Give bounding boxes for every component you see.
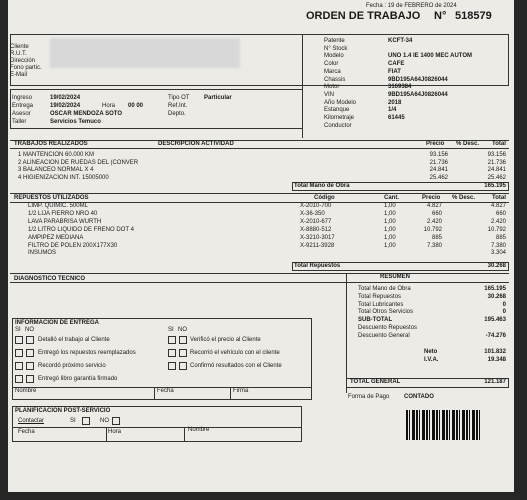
delivery-firma-label: Firma bbox=[233, 388, 249, 394]
ingreso-value: 19/02/2024 bbox=[50, 95, 81, 101]
payment-value: CONTADO bbox=[404, 394, 434, 400]
delivery-si-checkbox[interactable] bbox=[168, 336, 176, 344]
client-field-label: Dirección bbox=[10, 58, 36, 64]
summary-label: Total Otros Servicios bbox=[358, 309, 414, 316]
summary-value: -74.276 bbox=[485, 332, 506, 339]
post-service-header: PLANIFICACION POST-SERVICIO bbox=[15, 408, 111, 414]
part-code: X-3210-3017 bbox=[300, 234, 335, 241]
vehicle-field-value: 9BD195A64J0826044 bbox=[388, 76, 448, 83]
redacted-client-info bbox=[50, 38, 240, 68]
part-description: 1/2 LITRO LIQUIDO DE FRENO DOT 4 bbox=[28, 226, 134, 233]
job-description: 4 HIGIENIZACION INT. 15005000 bbox=[18, 174, 109, 181]
contactar-si-label: SI bbox=[70, 418, 76, 424]
payment-label: Forma de Pago bbox=[348, 394, 390, 400]
job-total: 24.841 bbox=[487, 167, 506, 174]
iva-value: 19.348 bbox=[487, 357, 506, 363]
parts-total-label: Total Repuestos bbox=[294, 263, 341, 269]
tipo-ot-value: Particular bbox=[204, 95, 232, 101]
right-no-label: NO bbox=[178, 327, 187, 333]
delivery-check-label: Recordó próximo servicio bbox=[38, 363, 106, 369]
job-description: 2 ALINEACION DE RUEDAS DEL (CONVER bbox=[18, 159, 139, 166]
divider bbox=[12, 427, 302, 428]
vehicle-field-label: Kilometraje bbox=[324, 115, 355, 121]
delivery-si-checkbox[interactable] bbox=[15, 349, 23, 357]
parts-qty-header: Cant. bbox=[384, 195, 399, 201]
post-hora-label: Hora bbox=[108, 429, 122, 435]
part-code: X-36-350 bbox=[300, 210, 325, 217]
order-number: 518579 bbox=[455, 10, 492, 22]
summary-value: 165.195 bbox=[484, 286, 506, 292]
parts-header: REPUESTOS UTILIZADOS bbox=[14, 195, 89, 201]
part-total: 2.420 bbox=[490, 218, 506, 225]
work-order-document bbox=[8, 0, 514, 492]
taller-value: Servicios Temuco bbox=[50, 119, 101, 125]
ingreso-label: Ingreso bbox=[12, 95, 33, 101]
job-total: 21.736 bbox=[487, 159, 506, 166]
vehicle-field-value: CAFE bbox=[388, 61, 405, 68]
jobs-disc-header: % Desc. bbox=[456, 141, 480, 147]
part-price: 660 bbox=[431, 210, 442, 217]
post-fecha-label: Fecha bbox=[18, 429, 35, 435]
diagnostic-header: DIAGNOSTICO TECNICO bbox=[14, 276, 86, 282]
hora-value: 00 00 bbox=[128, 103, 144, 109]
vehicle-field-label: N° Stock bbox=[324, 45, 348, 52]
contactar-si-checkbox[interactable] bbox=[82, 417, 90, 425]
part-price: 885 bbox=[431, 234, 442, 241]
parts-disc-header: % Desc. bbox=[452, 195, 476, 201]
part-total: 660 bbox=[495, 210, 506, 217]
part-total: 3.304 bbox=[490, 250, 506, 257]
jobs-total-label: Total Mano de Obra bbox=[294, 183, 350, 189]
divider bbox=[184, 427, 185, 442]
delivery-no-checkbox[interactable] bbox=[26, 375, 34, 383]
part-description: 1/2 LIJA FIERRO NRO 40 bbox=[28, 210, 98, 217]
vehicle-field-label: Conductor bbox=[324, 122, 352, 129]
left-si-label: SI bbox=[15, 327, 21, 333]
part-total: 7.380 bbox=[490, 242, 506, 249]
part-description: FILTRO DE POLEN 200X177X30 bbox=[28, 242, 118, 249]
neto-label: Neto bbox=[424, 349, 438, 355]
delivery-si-checkbox[interactable] bbox=[15, 375, 23, 383]
iva-label: I.V.A. bbox=[424, 357, 439, 363]
delivery-no-checkbox[interactable] bbox=[26, 349, 34, 357]
jobs-header: TRABAJOS REALIZADOS bbox=[14, 141, 88, 147]
summary-label: Total Repuestos bbox=[358, 293, 402, 300]
grand-total-value: 121.187 bbox=[484, 379, 506, 385]
part-quantity: 1,00 bbox=[384, 242, 396, 249]
part-description: INSUMOS bbox=[28, 250, 57, 257]
part-description: AMPIPEZ MEDIANA bbox=[28, 234, 84, 241]
jobs-total-value: 165.195 bbox=[484, 183, 506, 189]
job-price: 21.736 bbox=[429, 159, 448, 166]
vehicle-field-label: Chassis bbox=[324, 76, 346, 83]
contactar-no-checkbox[interactable] bbox=[112, 417, 120, 425]
grand-total-label: TOTAL GENERAL bbox=[350, 379, 401, 385]
neto-value: 101.832 bbox=[484, 349, 506, 355]
part-quantity: 1,00 bbox=[384, 203, 396, 209]
summary-value: 0 bbox=[502, 309, 506, 316]
delivery-si-checkbox[interactable] bbox=[168, 349, 176, 357]
jobs-desc-header: DESCRIPCION ACTIVIDAD bbox=[158, 141, 234, 147]
parts-total-value: 30.268 bbox=[487, 263, 506, 269]
delivery-header: INFORMACION DE ENTREGA bbox=[15, 320, 99, 326]
summary-label: Descuento General bbox=[358, 332, 410, 339]
summary-label: Total Lubricantes bbox=[358, 301, 404, 308]
delivery-nombre-label: Nombre bbox=[15, 388, 37, 394]
asesor-label: Asesor bbox=[12, 111, 31, 117]
part-price: 7.380 bbox=[426, 242, 442, 249]
part-quantity: 1,00 bbox=[384, 226, 396, 233]
divider bbox=[106, 427, 107, 442]
vehicle-field-value: 1/4 bbox=[388, 107, 397, 114]
part-total: 885 bbox=[495, 234, 506, 241]
vehicle-field-label: Patente bbox=[324, 38, 345, 44]
vehicle-field-label: Marca bbox=[324, 68, 341, 75]
section-divider bbox=[346, 273, 347, 393]
jobs-price-header: Precio bbox=[426, 141, 445, 147]
vehicle-field-label: VIN bbox=[324, 91, 335, 98]
part-description: LIMP. QUIMIC. 500ML bbox=[28, 203, 88, 209]
summary-header: RESUMEN bbox=[380, 274, 411, 280]
jobs-total-header: Total bbox=[492, 141, 506, 147]
delivery-check-label: Verificó el precio al Cliente bbox=[190, 337, 261, 343]
contactar-no-label: NO bbox=[100, 418, 109, 424]
vehicle-field-value: 2018 bbox=[388, 99, 402, 106]
summary-label: SUB-TOTAL bbox=[358, 317, 393, 324]
ref-int-label: Ref.Int. bbox=[168, 103, 188, 109]
post-nombre-label: Nombre bbox=[188, 427, 210, 433]
vehicle-field-value: 3169384 bbox=[388, 84, 412, 91]
part-price: 10.792 bbox=[423, 226, 442, 233]
delivery-check-label: Recorrió el vehículo con el cliente bbox=[190, 350, 280, 356]
part-quantity: 1,00 bbox=[384, 210, 396, 217]
summary-label: Total Mano de Obra bbox=[358, 286, 411, 292]
summary-value: 195.463 bbox=[484, 317, 506, 324]
entrega-value: 19/02/2024 bbox=[50, 103, 81, 109]
depto-label: Depto. bbox=[168, 111, 186, 117]
vehicle-field-label: Color bbox=[324, 61, 339, 68]
part-price: 2.420 bbox=[426, 218, 442, 225]
client-field-label: E-Mail bbox=[10, 72, 28, 78]
delivery-no-checkbox[interactable] bbox=[179, 349, 187, 357]
part-description: LAVA PARABRISA WURTH bbox=[28, 218, 102, 225]
summary-value: 30.268 bbox=[487, 293, 506, 300]
parts-code-header: Código bbox=[314, 195, 335, 201]
entrega-label: Entrega bbox=[12, 103, 34, 109]
delivery-check-label: Entregó libro garantía firmado bbox=[38, 376, 118, 382]
issue-date: Fecha : 19 de FEBRERO de 2024 bbox=[366, 3, 457, 9]
document-title: ORDEN DE TRABAJO bbox=[306, 10, 421, 22]
right-si-label: SI bbox=[168, 327, 174, 333]
job-price: 24.841 bbox=[429, 167, 448, 174]
job-total: 25.462 bbox=[487, 174, 506, 181]
part-code: X-2010-700 bbox=[300, 203, 332, 209]
delivery-no-checkbox[interactable] bbox=[26, 336, 34, 344]
left-no-label: NO bbox=[25, 327, 34, 333]
vehicle-field-label: Año Modelo bbox=[324, 99, 357, 106]
asesor-value: OSCAR MENDOZA SOTO bbox=[50, 111, 123, 117]
vehicle-field-value: KCFT-34 bbox=[388, 38, 413, 44]
vehicle-field-label: Motor bbox=[324, 84, 340, 91]
vehicle-field-value: UNO 1.4 IE 1400 MEC AUTOM bbox=[388, 53, 473, 60]
contactar-label: Contactar bbox=[18, 418, 45, 424]
parts-price-header: Precio bbox=[422, 195, 441, 201]
barcode-image bbox=[406, 410, 480, 440]
part-code: X-9211-3928 bbox=[300, 242, 335, 249]
vehicle-field-value: FIAT bbox=[388, 68, 401, 75]
part-code: X-2010-677 bbox=[300, 218, 332, 225]
delivery-no-checkbox[interactable] bbox=[26, 362, 34, 370]
delivery-check-label: Entregó los repuestos reemplazados bbox=[38, 350, 136, 356]
vehicle-field-label: Modelo bbox=[324, 53, 344, 60]
delivery-si-checkbox[interactable] bbox=[15, 362, 23, 370]
part-total: 4.827 bbox=[490, 203, 506, 209]
delivery-fecha-label: Fecha bbox=[157, 388, 174, 394]
taller-label: Taller bbox=[12, 119, 27, 125]
delivery-check-label: Confirmó resultados con el Cliente bbox=[190, 363, 282, 369]
delivery-si-checkbox[interactable] bbox=[168, 362, 176, 370]
client-field-label: R.U.T. bbox=[10, 51, 27, 57]
summary-label: Descuento Repuestos bbox=[358, 325, 418, 331]
client-field-label: Cliente bbox=[10, 44, 29, 50]
part-quantity: 1,00 bbox=[384, 218, 396, 225]
job-description: 3 BALANCEO NORMAL X 4 bbox=[18, 167, 94, 174]
hora-label: Hora bbox=[102, 103, 116, 109]
delivery-si-checkbox[interactable] bbox=[15, 336, 23, 344]
delivery-no-checkbox[interactable] bbox=[179, 362, 187, 370]
divider bbox=[10, 148, 509, 149]
divider bbox=[10, 282, 509, 283]
part-quantity: 1,00 bbox=[384, 234, 396, 241]
divider bbox=[154, 387, 155, 400]
part-code: X-8880-512 bbox=[300, 226, 332, 233]
part-total: 10.792 bbox=[487, 226, 506, 233]
tipo-ot-label: Tipo OT bbox=[168, 95, 190, 101]
vehicle-field-value: 9BD195A64J0826044 bbox=[388, 91, 448, 98]
job-total: 93.156 bbox=[487, 152, 506, 158]
divider bbox=[10, 193, 509, 194]
vehicle-field-value: 61445 bbox=[388, 115, 405, 121]
part-price: 4.827 bbox=[426, 203, 442, 209]
number-label: N° bbox=[434, 10, 447, 22]
summary-value: 0 bbox=[502, 301, 506, 308]
vehicle-field-label: Estanque bbox=[324, 107, 350, 114]
delivery-no-checkbox[interactable] bbox=[179, 336, 187, 344]
parts-total-header: Total bbox=[492, 195, 506, 201]
job-price: 25.462 bbox=[429, 174, 448, 181]
job-price: 93.156 bbox=[429, 152, 448, 158]
divider bbox=[230, 387, 231, 400]
divider bbox=[10, 273, 509, 274]
delivery-check-label: Detalló el trabajo al Cliente bbox=[38, 337, 110, 343]
client-field-label: Fono partic. bbox=[10, 65, 42, 71]
job-description: 1 MANTENCION 60.000 KM bbox=[18, 152, 95, 158]
